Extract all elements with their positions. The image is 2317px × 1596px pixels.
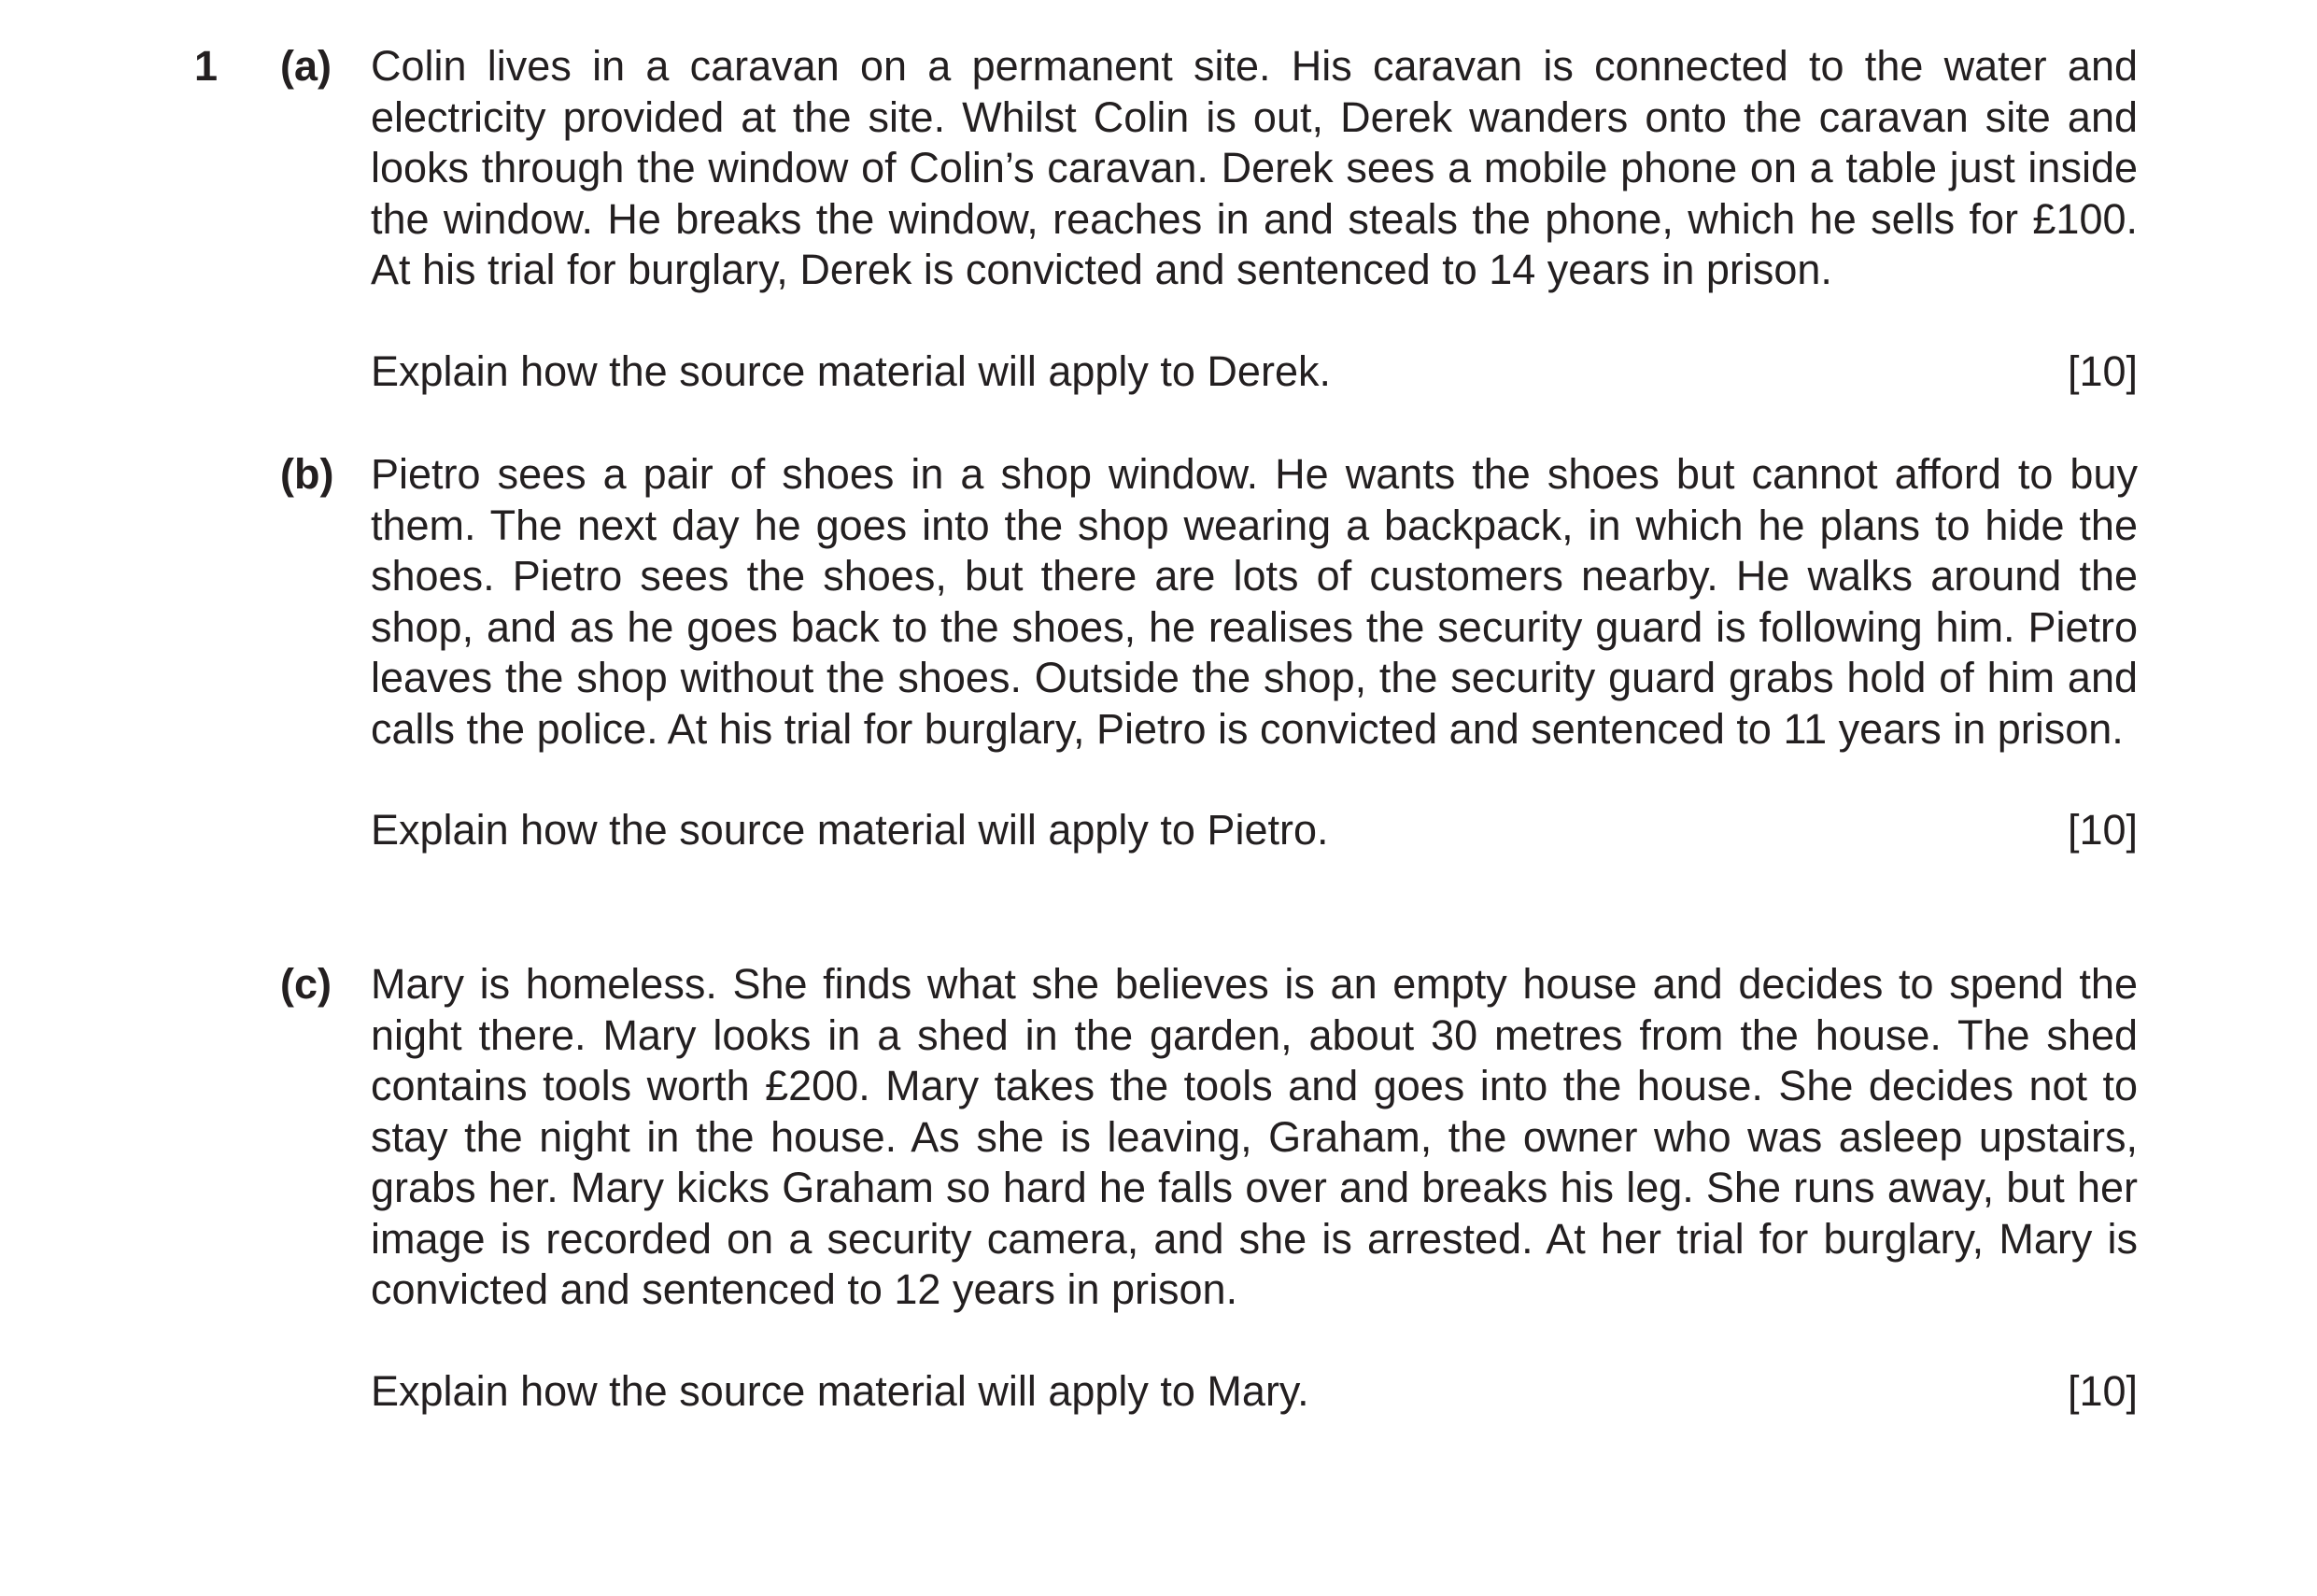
part-body bbox=[371, 959, 2138, 1417]
scenario-text: Pietro sees a pair of shoes in a shop window. He wants the shoes but cannot afford to buy them. The next day he goes into the shop wearing a backpack, in which he plans to hide the shoes. Pietro sees the shoes, but there are lots of customers nearby. He walks around the shop, and as he goes back to the shoes, he realises the security guard is following him. Pietro leaves the shop without the shoes. Outside the shop, the security guard grabs hold of him and calls the police. At his trial for burglary, Pietro is convicted and sentenced to 11 years in prison. bbox=[371, 450, 2138, 753]
question-number: 1 bbox=[194, 42, 219, 90]
question-prompt: Explain how the source material will apply to Pietro. bbox=[371, 806, 1329, 854]
scenario-text: Mary is homeless. She finds what she believes is an empty house and decides to spend the night there. Mary looks in a shed in the garden, about 30 metres from the house. The shed contains tools worth £200. Mary takes the tools and goes into the house. She decides not to stay the night in the house. As she is leaving, Graham, the owner who was asleep upstairs, grabs her. Mary kicks Graham so hard he falls over and breaks his leg. She runs away, but her image is recorded on a security camera, and she is arrested. At her trial for burglary, Mary is convicted and sentenced to 12 years in prison. bbox=[371, 960, 2138, 1313]
question-prompt: Explain how the source material will apply to Mary. bbox=[371, 1366, 1309, 1415]
marks-allocation: [10] bbox=[2067, 1366, 2138, 1415]
part-label: (b) bbox=[280, 450, 334, 498]
part-label: (c) bbox=[280, 960, 332, 1008]
part-body bbox=[371, 41, 2138, 397]
part-label: (a) bbox=[280, 42, 332, 90]
marks-allocation: [10] bbox=[2067, 346, 2138, 395]
part-body bbox=[371, 449, 2138, 856]
question-line bbox=[371, 1366, 2138, 1418]
question-line bbox=[371, 805, 2138, 856]
marks-allocation: [10] bbox=[2067, 806, 2138, 854]
question-prompt: Explain how the source material will apply to Derek. bbox=[371, 346, 1331, 395]
scenario-text: Colin lives in a caravan on a permanent site. His caravan is connected to the water and electricity provided at the site. Whilst Colin is out, Derek wanders onto the caravan site and looks through the window of Colin’s caravan. Derek sees a mobile phone on a table just inside the window. He breaks the window, reaches in and steals the phone, which he sells for £100. At his trial for burglary, Derek is convicted and sentenced to 14 years in prison. bbox=[371, 42, 2138, 293]
question-line bbox=[371, 346, 2138, 398]
